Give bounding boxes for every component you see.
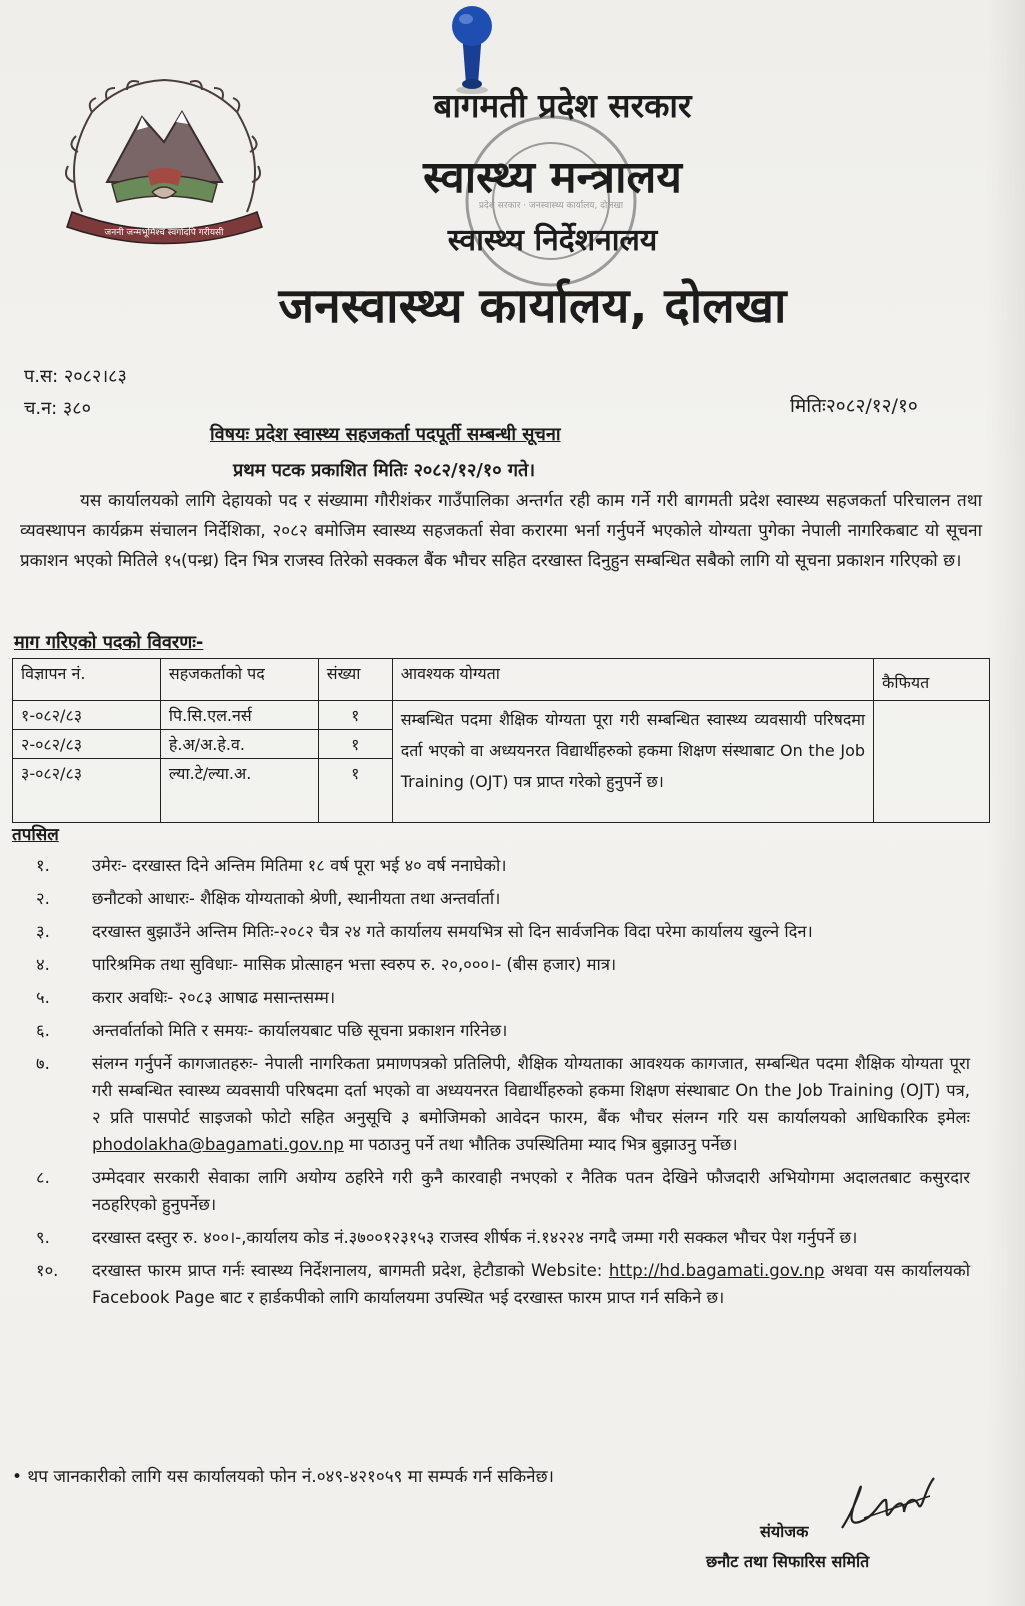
count-cell: १ [318, 701, 392, 730]
post-cell: ल्या.टे/ल्या.अ. [160, 759, 318, 823]
col-count: संख्या [318, 659, 392, 701]
list-item: ४. पारिश्रमिक तथा सुविधाः- मासिक प्रोत्साहन भत्ता स्वरुप रु. २०,०००।- (बीस हजार) मात्र। [36, 955, 617, 974]
signature-mark [834, 1470, 944, 1540]
office-email-link[interactable]: phodolakha@bagamati.gov.np [92, 1135, 344, 1154]
ad-number-cell: १-०८२/८३ [13, 701, 161, 730]
intro-text: यस कार्यालयको लागि देहायको पद र संख्यामा गौरीशंकर गाउँपालिका अन्तर्गत रही काम गर्ने गरी बागमती प्रदेश स्वास्थ्य सहजकर्ता परिचालन तथा व्यवस्थापन कार्यक्रम संचालन निर्देशिका, २०८२ बमोजिम स्वास्थ्य सहजकर्ता सेवा करारमा भर्ना गर्नुपर्ने भएकोले योग्यता पुगेका नेपाली नागरिकबाट यो सूचना प्रकाशन भएको मितिले १५(पन्ध्र) दिन भित्र राजस्व तिरेको सक्कल बैंक भौचर सहित दरखास्त दिनुहुन सम्बन्धित सबैको लागि यो सूचना प्रकाशन गरिएको छ। [20, 491, 982, 571]
list-item: ७. संलग्न गर्नुपर्ने कागजातहरुः- नेपाली नागरिकता प्रमाणपत्रको प्रतिलिपी, शैक्षिक योग्यताका आवश्यक कागजात, सम्बन्धित पदमा शैक्षिक योग्यता पूरा गरी सम्बन्धित स्वास्थ्य व्यवसायी परिषदमा दर्ता भएको वा अध्ययनरत विद्यार्थीहरुको हकमा शिक्षण संस्थाबाट On the Job Training (OJT) पत्र, २ प्रति पासपोर्ट साइजको फोटो सहित अनुसूचि ३ बमोजिमको आवेदन फारम, बैंक भौचर संलग्न गरि यस कार्यालयको आधिकारिक इमेलः phodolakha@bagamati.gov.np मा पठाउनु पर्ने तथा भौतिक उपस्थितिमा म्याद भित्र बुझाउनु पर्नेछ। [36, 1054, 970, 1154]
count-cell: १ [318, 759, 392, 823]
signatory-role: संयोजक [760, 1522, 809, 1541]
letter-date: मितिः२०८२/१२/१० [790, 395, 918, 417]
qualification-cell: सम्बन्धित पदमा शैक्षिक योग्यता पूरा गरी सम्बन्धित स्वास्थ्य व्यवसायी परिषदमा दर्ता भएको वा अध्ययनरत विद्यार्थीहरुको हकमा शिक्षण संस्थाबाट On the Job Training (OJT) पत्र प्राप्त गरेको हुनुपर्ने छ। [392, 701, 873, 823]
ad-number-cell: ३-०८२/८३ [13, 759, 161, 823]
col-post: सहजकर्ताको पद [160, 659, 318, 701]
table-header-row [13, 659, 990, 701]
list-item: ३. दरखास्त बुझाउँने अन्तिम मितिः-२०८२ चैत्र २४ गते कार्यालय समयभित्र सो दिन सार्वजनिक विदा परेमा कार्यालय खुल्ने दिन। [36, 922, 813, 941]
letter-ps-number: प.स: २०८२।८३ [24, 366, 127, 387]
count-cell: १ [318, 730, 392, 759]
details-title: तपसिल [12, 825, 59, 845]
paper-edge-shadow [985, 0, 1025, 1606]
letter-cn-number: च.न: ३८० [24, 398, 92, 419]
stamp-text: प्रदेश सरकार · जनस्वास्थ्य कार्यालय, दोलखा [478, 201, 624, 211]
contact-note: • थप जानकारीको लागि यस कार्यालयको फोन नं.०४९-४२१०५९ मा सम्पर्क गर्न सकिनेछ। [12, 1467, 554, 1487]
header-office: जनस्वास्थ्य कार्यालय, दोलखा [278, 278, 787, 334]
col-remarks: कैफियत [874, 659, 990, 701]
posts-section-title: माग गरिएको पदको विवरणः- [14, 632, 204, 653]
remarks-cell [874, 701, 990, 823]
col-ad-number: विज्ञापन नं. [13, 659, 161, 701]
post-cell: हे.अ/अ.हे.व. [160, 730, 318, 759]
header-directorate: स्वास्थ्य निर्देशनालय [447, 223, 658, 258]
ad-number-cell: २-०८२/८३ [13, 730, 161, 759]
post-cell: पि.सि.एल.नर्स [160, 701, 318, 730]
published-date: प्रथम पटक प्रकाशित मितिः २०८२/१२/१० गते। [233, 460, 536, 481]
list-item: १०. दरखास्त फारम प्राप्त गर्नः स्वास्थ्य निर्देशनालय, बागमती प्रदेश, हेटौडाको Website: http://hd.bagamati.gov.np अथवा यस कार्यालयको Facebook Page बाट र हार्डकपीको लागि कार्यालयमा उपस्थित भई दरखास्त फारम प्राप्त गर्न सकिने छ। [36, 1261, 970, 1307]
list-item: ५. करार अवधिः- २०८३ आषाढ मसान्तसम्म। [36, 988, 336, 1007]
header-province: बागमती प्रदेश सरकार [433, 86, 692, 125]
list-item: १. उमेरः- दरखास्त दिने अन्तिम मितिमा १८ वर्ष पूरा भई ४० वर्ष ननाघेको। [36, 856, 507, 875]
signatory-committee: छनौट तथा सिफारिस समिति [706, 1552, 870, 1571]
details-list [20, 852, 970, 1317]
list-item: ८. उम्मेदवार सरकारी सेवाका लागि अयोग्य ठहरिने गरी कुनै कारवाही नभएको र नैतिक पतन देखिने फौजदारी अभियोगमा अदालतबाट कसुरदार नठहरिएको हुनुपर्नेछ। [36, 1168, 970, 1214]
posts-table [12, 658, 990, 823]
col-qualification: आवश्यक योग्यता [392, 659, 873, 701]
intro-paragraph [20, 486, 982, 576]
list-item: ६. अन्तर्वार्ताको मिति र समयः- कार्यालयबाट पछि सूचना प्रकाशन गरिनेछ। [36, 1021, 508, 1040]
website-link[interactable]: http://hd.bagamati.gov.np [608, 1261, 825, 1280]
notice-subject: विषयः प्रदेश स्वास्थ्य सहजकर्ता पदपूर्ती सम्बन्धी सूचना [210, 424, 561, 445]
table-row [13, 701, 990, 730]
list-item: २. छनौटको आधारः- शैक्षिक योग्यताको श्रेणी, स्थानीयता तथा अन्तर्वार्ता। [36, 889, 501, 908]
header-ministry: स्वास्थ्य मन्त्रालय [423, 152, 682, 203]
list-item: ९. दरखास्त दस्तुर रु. ४००।-,कार्यालय कोड नं.३७००१२३१५३ राजस्व शीर्षक नं.१४२२४ नगदै जम्मा गरी सक्कल भौचर पेश गर्नुपर्ने छ। [36, 1228, 858, 1247]
emblem-motto: जननी जन्मभूमिश्च स्वर्गादपि गरीयसी [104, 228, 224, 238]
